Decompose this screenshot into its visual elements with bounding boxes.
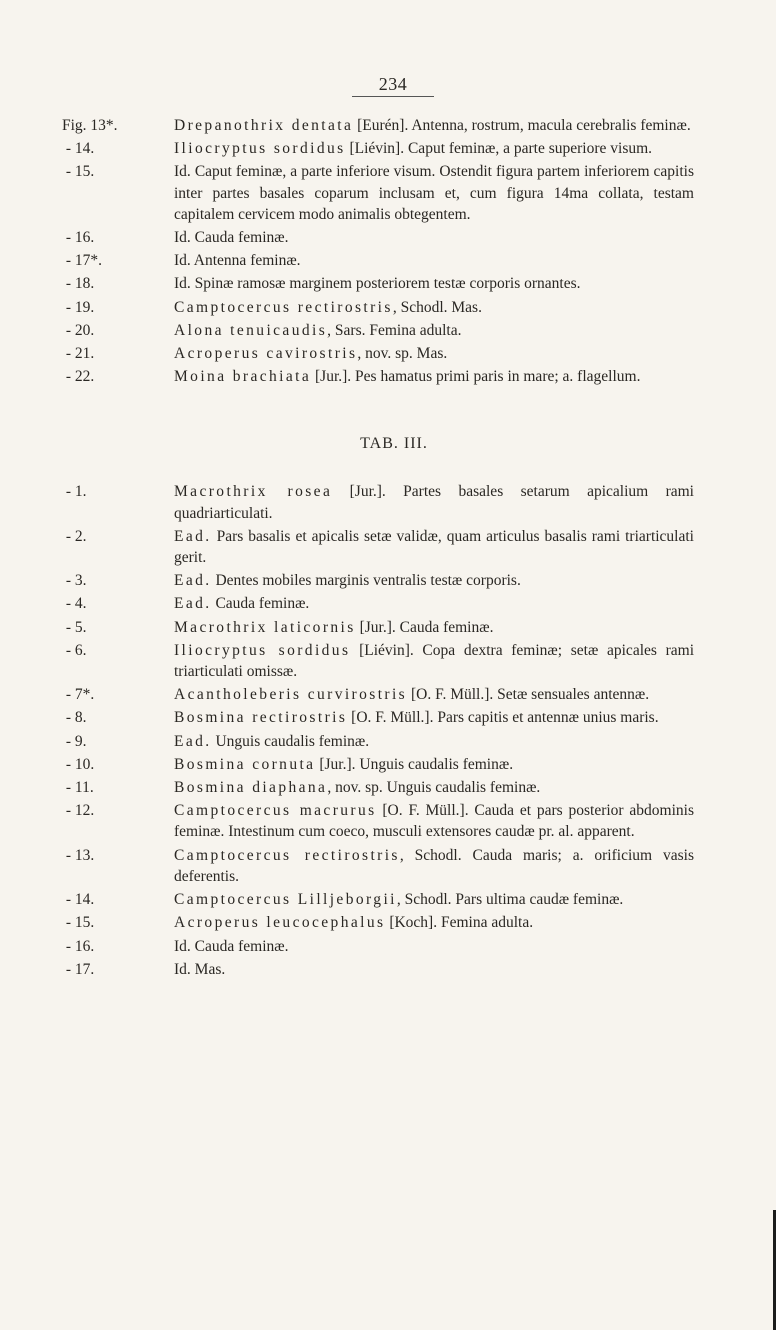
caption-text: Id. Antenna feminæ. <box>174 252 301 270</box>
figure-entry <box>0 227 776 248</box>
figure-caption <box>174 845 694 887</box>
figure-number: - 18. <box>62 275 95 293</box>
figure-number: - 16. <box>62 937 95 955</box>
figure-caption <box>174 889 694 910</box>
figure-entry <box>0 640 776 682</box>
figure-entry <box>0 684 776 705</box>
species-name: Camptocercus macrurus <box>174 802 377 820</box>
caption-text: , Sars. Femina adulta. <box>327 321 462 339</box>
caption-text: [Liévin]. Copa dextra feminæ; setæ apicales rami triarticulati omissæ. <box>174 641 695 681</box>
figure-number: - 13. <box>62 846 95 864</box>
figure-entry <box>0 366 776 387</box>
page-number: 234 <box>378 74 408 94</box>
figure-legend <box>0 115 776 980</box>
species-name: Bosmina rectirostris <box>174 709 348 727</box>
figure-number: - 6. <box>62 641 87 659</box>
caption-text: , Schodl. Mas. <box>392 298 482 316</box>
figure-entry <box>0 161 776 225</box>
figure-caption <box>174 343 694 364</box>
caption-text: [Jur.]. Partes basales setarum apicalium rami quadriarticulati. <box>174 483 694 522</box>
figure-caption <box>174 161 694 225</box>
caption-text: Id. Spinæ ramosæ marginem posteriorem testæ corporis ornantes. <box>174 275 581 293</box>
figure-number: - 11. <box>62 779 94 797</box>
figure-number: - 20. <box>62 321 95 339</box>
section-heading: TAB. III. <box>360 435 428 453</box>
figure-number: - 2. <box>62 527 87 545</box>
species-name: Macrothrix rosea <box>174 483 333 501</box>
figure-entry <box>0 936 776 957</box>
figure-entry <box>0 845 776 887</box>
figure-entry <box>0 273 776 294</box>
figure-caption <box>174 593 694 614</box>
figure-caption <box>174 115 694 136</box>
figure-caption <box>174 936 694 957</box>
figure-caption <box>174 684 694 705</box>
caption-text: Id. Cauda feminæ. <box>174 229 289 247</box>
species-name: Ead. <box>174 527 212 545</box>
figure-caption <box>174 959 694 980</box>
species-name: Acroperus cavirostris <box>174 345 358 363</box>
figure-caption <box>174 754 694 775</box>
caption-text: [Koch]. Femina adulta. <box>385 914 534 932</box>
figure-entry <box>0 570 776 591</box>
figure-caption <box>174 731 694 752</box>
species-name: Camptocercus rectirostris <box>174 298 393 316</box>
figure-number: - 15. <box>62 163 95 181</box>
figure-number: - 19. <box>62 298 95 316</box>
caption-text: [O. F. Müll.]. Pars capitis et antennæ unius maris. <box>347 709 659 727</box>
figure-caption <box>174 138 694 159</box>
page-number-rule <box>352 96 434 97</box>
caption-text: [Liévin]. Caput feminæ, a parte superiore visum. <box>345 140 653 158</box>
caption-text: [Jur.]. Pes hamatus primi paris in mare; a. flagellum. <box>311 368 641 386</box>
figure-caption <box>174 526 694 568</box>
species-name: Drepanothrix dentata <box>174 117 354 134</box>
species-name: Bosmina cornuta <box>174 755 316 773</box>
figure-entry <box>0 297 776 318</box>
caption-text: Id. Caput feminæ, a parte inferiore visum. Ostendit figura partem inferiorem capitis inter partes basales coparum inclusam et, cum figura 14ma collata, testam capitalem cervicem modo animalis obtegentem. <box>174 163 694 223</box>
figure-number: - 14. <box>62 140 95 158</box>
caption-text: , nov. sp. Unguis caudalis feminæ. <box>327 779 541 797</box>
figure-entry <box>0 617 776 638</box>
figure-number: - 9. <box>62 732 87 750</box>
figure-entry <box>0 707 776 728</box>
figure-entry <box>0 800 776 842</box>
caption-text: Cauda feminæ. <box>211 595 310 613</box>
figure-caption <box>174 570 694 591</box>
species-name: Ead. <box>174 572 212 590</box>
figure-caption <box>174 481 694 523</box>
caption-text: [Jur.]. Cauda feminæ. <box>355 618 494 636</box>
figure-number: - 15. <box>62 914 95 932</box>
figure-caption <box>174 250 694 271</box>
figure-number: - 1. <box>62 483 87 501</box>
species-name: Alona tenuicaudis <box>174 321 328 339</box>
figure-entry <box>0 343 776 364</box>
species-name: Acroperus leucocephalus <box>174 914 386 932</box>
species-name: Camptocercus rectirostris <box>174 846 400 864</box>
figure-entry <box>0 754 776 775</box>
caption-text: Pars basalis et apicalis setæ validæ, quam articulus basalis rami triarticulati gerit. <box>174 527 694 567</box>
caption-text: Dentes mobiles marginis ventralis testæ corporis. <box>211 572 521 590</box>
figure-number: - 8. <box>62 709 87 727</box>
species-name: Acantholeberis curvirostris <box>174 686 408 704</box>
figure-list-plate-2 <box>0 115 776 387</box>
figure-number: - 22. <box>62 368 95 386</box>
caption-text: [O. F. Müll.]. Cauda et pars posterior abdominis feminæ. Intestinum cum coeco, musculi extensores caudæ pr. al. apparent. <box>174 802 694 841</box>
figure-caption <box>174 777 694 798</box>
figure-entry <box>0 912 776 933</box>
figure-number: - 7*. <box>62 686 95 704</box>
figure-entry <box>0 320 776 341</box>
figure-caption <box>174 800 694 842</box>
caption-text: [Jur.]. Unguis caudalis feminæ. <box>315 755 514 773</box>
caption-text: Unguis caudalis feminæ. <box>211 732 370 750</box>
figure-entry <box>0 250 776 271</box>
species-name: Bosmina diaphana <box>174 779 328 797</box>
figure-number: Fig. 13*. <box>62 117 118 134</box>
figure-list-plate-3 <box>0 481 776 979</box>
figure-number: - 17. <box>62 960 95 978</box>
species-name: Ead. <box>174 595 212 613</box>
caption-text: [Eurén]. Antenna, rostrum, macula cerebralis feminæ. <box>353 117 691 134</box>
figure-caption <box>174 297 694 318</box>
species-name: Moina brachiata <box>174 368 312 386</box>
figure-entry <box>0 959 776 980</box>
figure-entry <box>0 115 776 136</box>
figure-entry <box>0 526 776 568</box>
figure-entry <box>0 889 776 910</box>
figure-entry <box>0 731 776 752</box>
figure-number: - 5. <box>62 618 87 636</box>
figure-caption <box>174 617 694 638</box>
figure-caption <box>174 366 694 387</box>
figure-number: - 4. <box>62 595 87 613</box>
species-name: Iliocryptus sordidus <box>174 641 351 659</box>
species-name: Ead. <box>174 732 212 750</box>
caption-text: Id. Mas. <box>174 960 226 978</box>
figure-entry <box>0 138 776 159</box>
species-name: Macrothrix laticornis <box>174 618 356 636</box>
figure-entry <box>0 593 776 614</box>
figure-number: - 17*. <box>62 252 103 270</box>
figure-number: - 12. <box>62 802 95 820</box>
figure-caption <box>174 912 694 933</box>
caption-text: , Schodl. Cauda maris; a. orificium vasis deferentis. <box>174 846 694 885</box>
caption-text: , nov. sp. Mas. <box>357 345 448 363</box>
figure-number: - 16. <box>62 229 95 247</box>
figure-entry <box>0 777 776 798</box>
figure-entry <box>0 481 776 523</box>
figure-caption <box>174 640 694 682</box>
figure-caption <box>174 320 694 341</box>
species-name: Camptocercus Lilljeborgii <box>174 891 397 909</box>
caption-text: Id. Cauda feminæ. <box>174 937 289 955</box>
figure-number: - 14. <box>62 891 95 909</box>
figure-number: - 3. <box>62 572 87 590</box>
figure-number: - 10. <box>62 755 95 773</box>
species-name: Iliocryptus sordidus <box>174 140 346 158</box>
caption-text: , Schodl. Pars ultima caudæ feminæ. <box>396 891 624 909</box>
figure-caption <box>174 227 694 248</box>
caption-text: [O. F. Müll.]. Setæ sensuales antennæ. <box>407 686 650 704</box>
figure-caption <box>174 273 694 294</box>
figure-caption <box>174 707 694 728</box>
figure-number: - 21. <box>62 345 95 363</box>
